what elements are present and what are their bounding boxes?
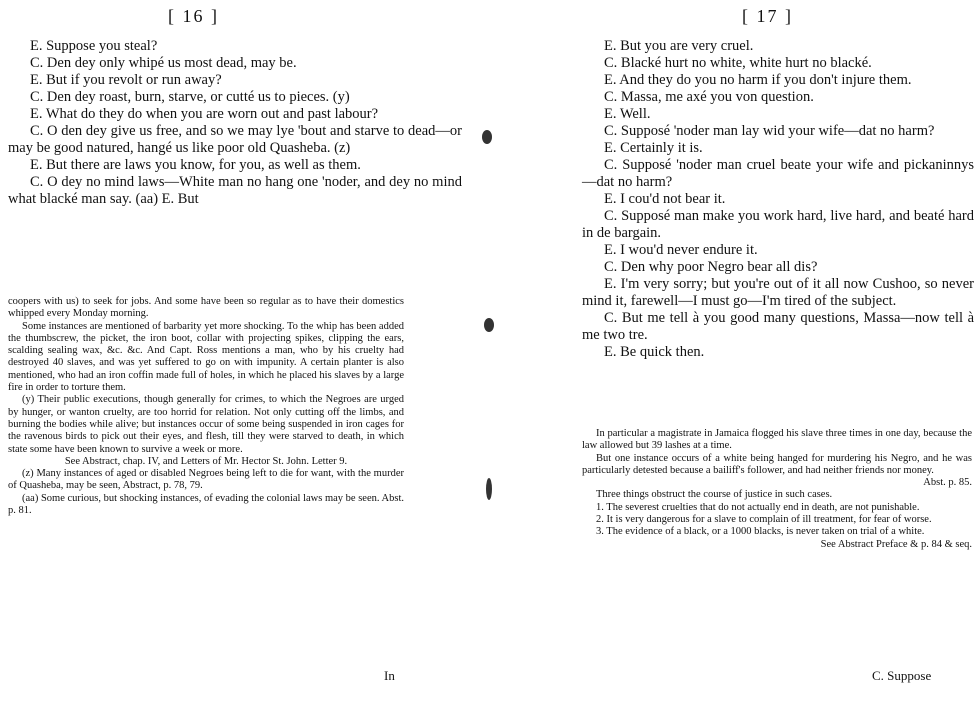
dialog-line: E. I cou'd not bear it. xyxy=(604,191,726,207)
dialog-line: E. And they do you no harm if you don't injure them. xyxy=(604,72,912,88)
dialog-line: C. Den dey only whipé us most dead, may be. xyxy=(30,55,297,71)
dialog-line: C. O den dey give us free, and so we may lye 'bout and starve to dead—or may be good natured, hangé us like poor old Quasheba. (z) xyxy=(8,123,462,156)
dialog-line: E. But if you revolt or run away? xyxy=(30,72,222,88)
page-number: [ 17 ] xyxy=(742,6,793,26)
dialog-text xyxy=(582,38,974,361)
footnote: 2. It is very dangerous for a slave to complain of ill treatment, for fear of worse. xyxy=(596,514,932,526)
left-page xyxy=(0,0,470,703)
dialog-text xyxy=(8,38,462,208)
dialog-line: C. Den dey roast, burn, starve, or cutté us to pieces. (y) xyxy=(30,89,350,105)
dialog-line: E. What do they do when you are worn out and past labour? xyxy=(30,106,379,122)
dialog-line: E. Well. xyxy=(604,106,651,122)
footnote-citation: Abst. p. 85. xyxy=(923,477,972,489)
footnote: 3. The evidence of a black, or a 1000 blacks, is never taken on trial of a white. xyxy=(596,526,925,538)
dialog-line: C. O dey no mind laws—White man no hang one 'noder, and dey no mind what blacké man say. (aa) E. But xyxy=(8,174,462,207)
footnotes xyxy=(582,428,972,551)
footnote: 1. The severest cruelties that do not actually end in death, are not punishable. xyxy=(596,501,920,513)
dialog-line: E. I wou'd never endure it. xyxy=(604,242,758,258)
dialog-line: C. Supposé 'noder man lay wid your wife—dat no harm? xyxy=(604,123,935,139)
catchword: In xyxy=(384,668,395,683)
dialog-line: E. Suppose you steal? xyxy=(30,38,158,54)
dialog-line: C. Massa, me axé you von question. xyxy=(604,89,814,105)
footnote: Three things obstruct the course of justice in such cases. xyxy=(596,489,833,501)
dialog-line: C. Supposé 'noder man cruel beate your wife and pickaninnys—dat no harm? xyxy=(582,157,974,190)
dialog-line: E. Be quick then. xyxy=(604,344,705,360)
book-gutter xyxy=(470,0,510,703)
dialog-line: E. I'm very sorry; but you're out of it all now Cushoo, so never mind it, farewell—I must go—I'm tired of the subject. xyxy=(582,276,974,309)
footnote: In particular a magistrate in Jamaica flogged his slave three times in one day, because the law allowed but 39 lashes at a time. xyxy=(582,428,972,452)
dialog-line: E. But there are laws you know, for you, as well as them. xyxy=(30,157,361,173)
footnote-citation: See Abstract Preface & p. 84 & seq. xyxy=(820,538,972,550)
dialog-line: C. Den why poor Negro bear all dis? xyxy=(604,259,818,275)
dialog-line: C. Supposé man make you work hard, live hard, and beaté hard in de bargain. xyxy=(582,208,974,241)
dialog-line: E. But you are very cruel. xyxy=(604,38,754,54)
footnote: coopers with us) to seek for jobs. And some have been so regular as to have their domestics whipped every Monday morning. xyxy=(8,296,404,320)
footnote: (z) Many instances of aged or disabled Negroes being left to die for want, with the murder of Quasheba, may be seen, Abstract, p. 78, 79. xyxy=(8,468,404,492)
ink-blot-icon xyxy=(484,318,494,332)
dialog-line: C. Blacké hurt no white, white hurt no blacké. xyxy=(604,55,872,71)
ink-blot-icon xyxy=(486,478,492,500)
footnotes xyxy=(8,296,404,517)
footnote: (y) Their public executions, though generally for crimes, to which the Negroes are urged by hunger, or wanton cruelty, are too horrid for relation. Not only cutting off the limbs, and burning the bodies while alive; but instances occur of some being suspended in iron cages for the ravenous birds to pick out their eyes, and flesh, till they were starved to death, in which state some have been known to survive a week or more. xyxy=(8,394,404,455)
catchword: C. Suppose xyxy=(872,668,932,683)
dialog-line: E. Certainly it is. xyxy=(604,140,703,156)
right-page xyxy=(510,0,980,703)
footnote: (aa) Some curious, but shocking instances, of evading the colonial laws may be seen. Abst. p. 81. xyxy=(8,492,404,517)
footnote-citation: See Abstract, chap. IV, and Letters of Mr. Hector St. John. Letter 9. xyxy=(64,455,348,467)
footnote: But one instance occurs of a white being hanged for murdering his Negro, and he was particularly detested because a bailiff's follower, and had neither friends nor money. xyxy=(582,452,972,476)
footnote: Some instances are mentioned of barbarity yet more shocking. To the whip has been added the thumbscrew, the picket, the iron boot, collar with projecting spikes, clipping the ears, scalding sealing wax, &c. &c. And Capt. Ross mentions a man, who by his cruelty had destroyed 40 slaves, and was yet suffered to go on with impunity. A certain planter is also mentioned, who had an iron coffin made full of holes, in which he placed his slaves by a large fire in order to torture them. xyxy=(8,320,404,394)
page-number: [ 16 ] xyxy=(168,6,219,26)
ink-blot-icon xyxy=(482,130,492,144)
dialog-line: C. But me tell à you good many questions, Massa—now tell à me two tre. xyxy=(582,310,974,343)
